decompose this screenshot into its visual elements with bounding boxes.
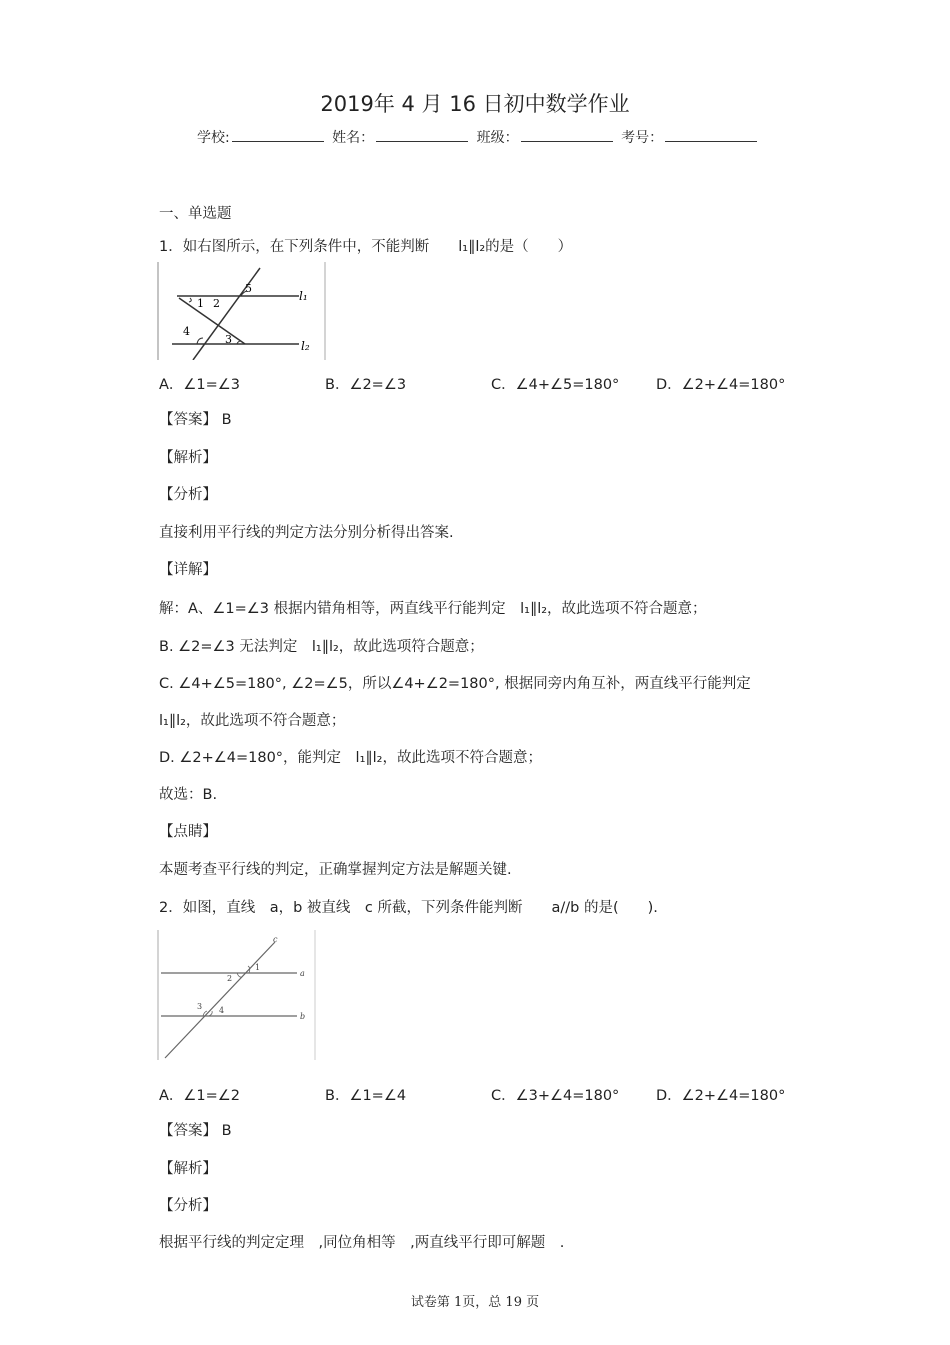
name-label: 姓名： bbox=[332, 130, 375, 146]
q1-fig-label-1: 1 bbox=[197, 297, 204, 310]
page-title: 2019年 4 月 16 日初中数学作业 bbox=[320, 92, 630, 116]
q2-option-a: A．∠1=∠2 bbox=[159, 1088, 241, 1104]
q2-fig-label-3: 3 bbox=[197, 1002, 203, 1011]
exam-no-label: 考号： bbox=[621, 130, 664, 146]
exam-no-blank bbox=[665, 128, 757, 142]
q2-fig-label-2: 2 bbox=[227, 974, 233, 983]
q1-analysis-head: 【解析】 bbox=[159, 450, 217, 466]
q1-detail-head: 【详解】 bbox=[159, 562, 217, 578]
q2-fenxi-head: 【分析】 bbox=[159, 1198, 217, 1214]
q2-figure bbox=[157, 930, 317, 1060]
q2-fig-label-b: b bbox=[300, 1012, 306, 1021]
q2-fig-label-4: 4 bbox=[219, 1006, 225, 1015]
q1-option-c: C．∠4+∠5=180° bbox=[491, 377, 620, 393]
q2-analysis-head: 【解析】 bbox=[159, 1161, 217, 1177]
name-blank bbox=[376, 128, 468, 142]
q2-fenxi: 根据平行线的判定定理 ,同位角相等 ,两直线平行即可解题 . bbox=[159, 1235, 565, 1251]
q1-fig-label-3: 3 bbox=[225, 333, 232, 346]
q1-detail-line: 解：A、∠1=∠3 根据内错角相等，两直线平行能判定 l₁∥l₂，故此选项不符合题意； bbox=[159, 601, 707, 617]
q1-option-a: A．∠1=∠3 bbox=[159, 377, 241, 393]
school-blank bbox=[232, 128, 324, 142]
q1-fenxi: 直接利用平行线的判定方法分别分析得出答案. bbox=[159, 525, 454, 541]
q1-detail-line: C. ∠4+∠5=180°, ∠2=∠5，所以∠4+∠2=180°, 根据同旁内角互补，两直线平行能判定 bbox=[159, 676, 751, 692]
q1-stem: 1．如右图所示，在下列条件中，不能判断 l₁∥l₂的是（ ） bbox=[159, 239, 573, 255]
q1-option-d: D．∠2+∠4=180° bbox=[656, 377, 786, 393]
q2-option-c: C．∠3+∠4=180° bbox=[491, 1088, 620, 1104]
q1-detail-line: l₁∥l₂，故此选项不符合题意； bbox=[159, 713, 346, 729]
q1-dianjing: 本题考查平行线的判定，正确掌握判定方法是解题关键. bbox=[159, 862, 512, 878]
class-blank bbox=[521, 128, 613, 142]
q1-fig-label-2: 2 bbox=[213, 297, 220, 310]
q1-fig-label-4: 4 bbox=[183, 325, 190, 338]
line-c bbox=[165, 942, 275, 1058]
q2-fig-label-a: a bbox=[300, 969, 305, 978]
q1-fig-label-5: 5 bbox=[245, 282, 252, 295]
q1-dianjing-head: 【点睛】 bbox=[159, 824, 217, 840]
q1-detail-line: D. ∠2+∠4=180°，能判定 l₁∥l₂，故此选项不符合题意； bbox=[159, 750, 542, 766]
q1-fig-label-l2: l₂ bbox=[301, 339, 310, 353]
q1-fenxi-head: 【分析】 bbox=[159, 487, 217, 503]
q2-angle-arc-2 bbox=[237, 973, 242, 977]
q1-answer: 【答案】 B bbox=[159, 412, 232, 428]
school-label: 学校: bbox=[197, 130, 230, 146]
q2-stem: 2．如图，直线 a，b 被直线 c 所截，下列条件能判断 a//b 的是( ). bbox=[159, 900, 658, 916]
q2-answer: 【答案】 B bbox=[159, 1123, 232, 1139]
section-title: 一、单选题 bbox=[159, 206, 232, 222]
q1-detail-line: 故选：B. bbox=[159, 787, 218, 803]
q2-fig-label-c: c bbox=[273, 935, 278, 944]
q1-angle-arc-4 bbox=[197, 338, 203, 344]
student-info-line bbox=[197, 127, 761, 147]
q2-fig-label-1: 1 bbox=[255, 963, 261, 972]
q1-figure bbox=[157, 262, 327, 360]
q2-option-d: D．∠2+∠4=180° bbox=[656, 1088, 786, 1104]
q1-detail-line: B. ∠2=∠3 无法判定 l₁∥l₂，故此选项符合题意； bbox=[159, 639, 484, 655]
q1-fig-label-l1: l₁ bbox=[299, 289, 308, 303]
q1-angle-arc-1 bbox=[189, 298, 191, 302]
page-footer: 试卷第 1页，总 19 页 bbox=[410, 1295, 540, 1310]
q2-option-b: B．∠1=∠4 bbox=[325, 1088, 407, 1104]
q1-option-b: B．∠2=∠3 bbox=[325, 377, 407, 393]
class-label: 班级： bbox=[476, 130, 519, 146]
